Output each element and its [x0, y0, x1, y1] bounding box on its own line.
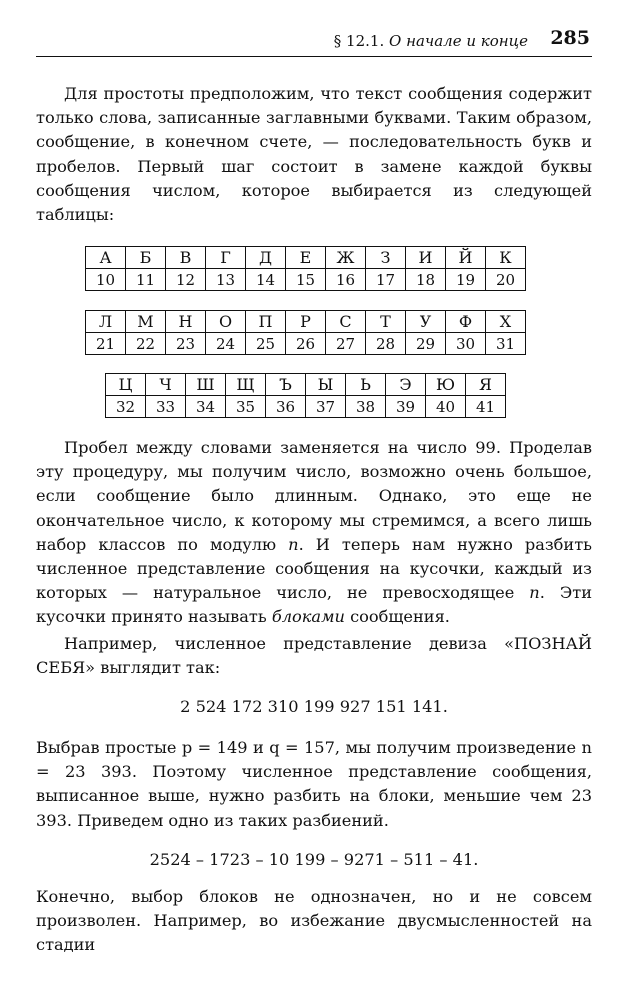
code-cell: 29 [406, 333, 446, 355]
letter-cell: Ж [326, 247, 366, 269]
letter-cell: Ь [346, 374, 386, 396]
code-cell: 18 [406, 269, 446, 291]
code-cell: 25 [246, 333, 286, 355]
running-header [36, 24, 592, 57]
letter-cell: Щ [226, 374, 266, 396]
section-title: О начале и конце [389, 32, 528, 50]
paragraph-primes [36, 736, 592, 833]
letter-cell: Ю [426, 374, 466, 396]
alphabet-table-row-3 [105, 373, 506, 418]
letter-cell: Ъ [266, 374, 306, 396]
letter-cell: Р [286, 311, 326, 333]
paragraph-intro-text: Для простоты предположим, что текст сообщения содержит только слова, записанные заглавными буквами. Таким образом, сообщение, в конечном счете, — последовательность букв и пробелов. Первый шаг состоит в замене каждой буквы сообщения числом, которое выбирается из следующей таблицы: [36, 84, 592, 225]
codes-row [106, 396, 506, 418]
code-cell: 10 [86, 269, 126, 291]
code-cell: 21 [86, 333, 126, 355]
codes-row [86, 333, 526, 355]
letter-cell: П [246, 311, 286, 333]
code-cell: 16 [326, 269, 366, 291]
letter-cell: В [166, 247, 206, 269]
code-cell: 15 [286, 269, 326, 291]
code-cell: 41 [466, 396, 506, 418]
code-cell: 20 [486, 269, 526, 291]
code-cell: 28 [366, 333, 406, 355]
variable-n: n [288, 534, 299, 554]
code-cell: 37 [306, 396, 346, 418]
paragraph-example-text: Например, численное представление девиза «ПОЗНАЙ СЕБЯ» выглядит так: [36, 634, 592, 678]
letter-cell: Э [386, 374, 426, 396]
letter-cell: К [486, 247, 526, 269]
code-cell: 19 [446, 269, 486, 291]
formula-encoded-message: 2 524 172 310 199 927 151 141. [180, 697, 448, 716]
letter-cell: Я [466, 374, 506, 396]
paragraph-blocks-part-2: . И теперь нам нужно разбить численное представление сообщения на кусочки, каждый из которых — натуральное число, не превосходящее [36, 534, 592, 603]
letters-row [106, 374, 506, 396]
page-number: 285 [550, 27, 590, 49]
code-cell: 12 [166, 269, 206, 291]
code-cell: 34 [186, 396, 226, 418]
code-cell: 38 [346, 396, 386, 418]
code-cell: 14 [246, 269, 286, 291]
letter-cell: Л [86, 311, 126, 333]
letter-cell: А [86, 247, 126, 269]
letter-cell: Г [206, 247, 246, 269]
letters-row [86, 247, 526, 269]
letter-cell: Ф [446, 311, 486, 333]
letter-cell: Н [166, 311, 206, 333]
letter-cell: Ц [106, 374, 146, 396]
variable-n: n [529, 583, 540, 603]
paragraph-conclusion-text: Конечно, выбор блоков не однозначен, но и не совсем произволен. Например, во избежание двусмысленностей на стадии [36, 887, 592, 955]
letter-cell: О [206, 311, 246, 333]
alphabet-table-row-2 [85, 310, 526, 355]
code-cell: 40 [426, 396, 466, 418]
paragraph-blocks [36, 436, 592, 630]
code-cell: 30 [446, 333, 486, 355]
letter-cell: Х [486, 311, 526, 333]
letter-cell: Ш [186, 374, 226, 396]
code-cell: 26 [286, 333, 326, 355]
code-cell: 22 [126, 333, 166, 355]
letter-cell: Т [366, 311, 406, 333]
letter-cell: Д [246, 247, 286, 269]
code-cell: 32 [106, 396, 146, 418]
letter-cell: И [406, 247, 446, 269]
section-reference [334, 32, 528, 50]
letters-row [86, 311, 526, 333]
paragraph-intro [36, 82, 592, 227]
letter-cell: З [366, 247, 406, 269]
codes-row [86, 269, 526, 291]
letter-cell: Ч [146, 374, 186, 396]
paragraph-blocks-part-1: Пробел между словами заменяется на число 99. Проделав эту процедуру, мы получим число, возможно очень большое, если сообщение было длинным. Однако, это еще не окончательное число, к которому мы стремимся, а всего лишь набор классов по модулю [36, 438, 592, 554]
paragraph-primes-text: Выбрав простые p = 149 и q = 157, мы получим произведение n = 23 393. Поэтому численное представление сообщения, выписанное выше, нужно разбить на блоки, меньшие чем 23 393. Приведем одно из таких разбиений. [36, 738, 592, 830]
code-cell: 24 [206, 333, 246, 355]
code-cell: 31 [486, 333, 526, 355]
code-cell: 39 [386, 396, 426, 418]
letter-cell: Ы [306, 374, 346, 396]
code-cell: 23 [166, 333, 206, 355]
paragraph-conclusion [36, 885, 592, 958]
formula-block-split: 2524 – 1723 – 10 199 – 9271 – 511 – 41. [149, 850, 479, 869]
code-cell: 11 [126, 269, 166, 291]
code-cell: 13 [206, 269, 246, 291]
section-number: § 12.1. [333, 32, 385, 50]
letter-cell: У [406, 311, 446, 333]
code-cell: 17 [366, 269, 406, 291]
letter-cell: Б [126, 247, 166, 269]
paragraph-blocks-part-4: сообщения. [344, 607, 450, 627]
alphabet-table-row-1 [85, 246, 526, 291]
paragraph-example [36, 632, 592, 680]
letter-cell: С [326, 311, 366, 333]
code-cell: 27 [326, 333, 366, 355]
code-cell: 33 [146, 396, 186, 418]
code-cell: 35 [226, 396, 266, 418]
paragraph-blocks-part-3: . Эти кусочки принято называть [36, 583, 592, 627]
letter-cell: Е [286, 247, 326, 269]
letter-cell: М [126, 311, 166, 333]
term-blocks: блоками [271, 607, 345, 627]
code-cell: 36 [266, 396, 306, 418]
letter-cell: Й [446, 247, 486, 269]
